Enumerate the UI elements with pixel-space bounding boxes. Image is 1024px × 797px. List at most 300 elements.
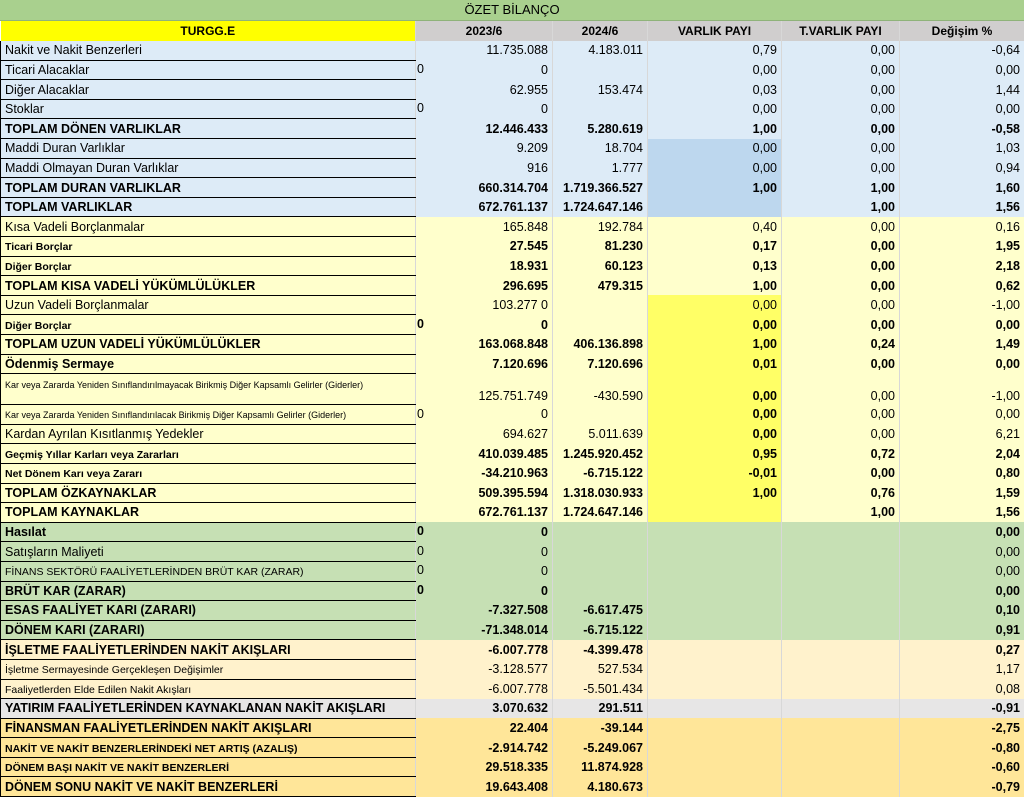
value-2024 [553,522,648,542]
row-label [1,41,416,61]
table-row [1,542,1024,562]
value-2023 [416,699,553,719]
cell-value: 0,00 [753,389,777,403]
row-label [1,522,416,542]
varlik-payi [648,178,782,198]
cell-value: 0 [541,407,548,421]
cell-value: 0,00 [996,63,1020,77]
value-2024 [553,679,648,699]
row-label-text: NAKİT VE NAKİT BENZERLERİNDEKİ NET ARTIŞ (AZALIŞ) [5,743,297,755]
row-label [1,640,416,660]
t-varlik-payi [782,424,900,444]
cell-value: 479.315 [598,279,643,293]
degisim-pct [900,217,1024,237]
cell-value: 0 [541,584,548,598]
cell-value: 509.395.594 [478,486,548,500]
table-row [1,659,1024,679]
t-varlik-payi [782,640,900,660]
header-row [1,21,1024,41]
value-2023 [416,335,553,355]
cell-value: 1,00 [753,337,777,351]
varlik-payi [648,561,782,581]
value-2023 [416,561,553,581]
value-2024 [553,640,648,660]
varlik-payi [648,256,782,276]
cell-value: 0,76 [871,486,895,500]
t-varlik-payi [782,354,900,374]
leading-zero: 0 [417,62,424,76]
cell-value: -2.914.742 [488,741,548,755]
t-varlik-payi [782,483,900,503]
degisim-pct [900,463,1024,483]
cell-value: 3.070.632 [492,701,548,715]
table-row [1,139,1024,159]
degisim-pct [900,424,1024,444]
table-row [1,463,1024,483]
leading-zero: 0 [417,407,424,421]
table-row [1,99,1024,119]
table-row [1,80,1024,100]
cell-value: 410.039.485 [478,447,548,461]
cell-value: 1,56 [996,200,1020,214]
value-2024 [553,777,648,797]
cell-value: 0,01 [753,357,777,371]
row-label [1,315,416,335]
value-2023 [416,483,553,503]
cell-value: 18.931 [510,259,548,273]
degisim-pct [900,679,1024,699]
row-label-text: TOPLAM KAYNAKLAR [5,505,139,519]
cell-value: 1,56 [996,505,1020,519]
col-header-t-varlik-payi: T.VARLIK PAYI [782,21,900,41]
value-2023 [416,679,553,699]
cell-value: 2,18 [996,259,1020,273]
table-row [1,640,1024,660]
cell-value: 0,00 [871,63,895,77]
row-label [1,718,416,738]
t-varlik-payi [782,503,900,523]
cell-value: -39.144 [601,721,643,735]
cell-value: -3.128.577 [488,662,548,676]
cell-value: 0,95 [753,447,777,461]
cell-value: -6.007.778 [488,643,548,657]
row-label-text: Maddi Olmayan Duran Varlıklar [5,161,178,175]
table-row [1,237,1024,257]
cell-value: 1,44 [996,83,1020,97]
table-row [1,256,1024,276]
cell-value: 22.404 [510,721,548,735]
cell-value: 1.719.366.527 [563,181,643,195]
varlik-payi [648,374,782,405]
leading-zero: 0 [417,563,424,577]
row-label [1,60,416,80]
value-2023 [416,542,553,562]
value-2023 [416,738,553,758]
table-row [1,483,1024,503]
value-2024 [553,119,648,139]
table-row [1,738,1024,758]
varlik-payi [648,139,782,159]
cell-value: 0,79 [753,43,777,57]
value-2024 [553,601,648,621]
cell-value: 0 [541,545,548,559]
table-row [1,119,1024,139]
value-2024 [553,237,648,257]
cell-value: -5.249.067 [583,741,643,755]
cell-value: 1,49 [996,337,1020,351]
table-row [1,699,1024,719]
cell-value: 103.277 0 [492,298,548,312]
row-label [1,119,416,139]
t-varlik-payi [782,718,900,738]
degisim-pct [900,374,1024,405]
value-2023 [416,217,553,237]
cell-value: 1,00 [753,279,777,293]
varlik-payi [648,80,782,100]
row-label [1,139,416,159]
row-label-text: Kar veya Zararda Yeniden Sınıflandırılmayacak Birikmiş Diğer Kapsamlı Gelirler (Giderler) [5,380,363,390]
row-label [1,503,416,523]
value-2024 [553,158,648,178]
cell-value: -4.399.478 [583,643,643,657]
t-varlik-payi [782,522,900,542]
degisim-pct [900,718,1024,738]
cell-value: 0,24 [871,337,895,351]
value-2024 [553,374,648,405]
cell-value: 11.874.928 [581,760,643,774]
table-row [1,315,1024,335]
cell-value: 1,00 [871,200,895,214]
sheet-title: ÖZET BİLANÇO [0,0,1024,21]
cell-value: 1.245.920.452 [563,447,643,461]
row-label-text: Stoklar [5,102,44,116]
row-label [1,158,416,178]
value-2023 [416,197,553,217]
varlik-payi [648,738,782,758]
cell-value: 0,00 [871,239,895,253]
row-label-text: FİNANSMAN FAALİYETLERİNDEN NAKİT AKIŞLARI [5,721,311,735]
degisim-pct [900,139,1024,159]
row-label-text: TOPLAM UZUN VADELİ YÜKÜMLÜLÜKLER [5,337,261,351]
t-varlik-payi [782,581,900,601]
varlik-payi [648,158,782,178]
varlik-payi [648,276,782,296]
t-varlik-payi [782,620,900,640]
table-row [1,522,1024,542]
cell-value: 0,00 [871,357,895,371]
row-label [1,561,416,581]
cell-value: 5.280.619 [587,122,643,136]
value-2024 [553,197,648,217]
value-2024 [553,217,648,237]
degisim-pct [900,178,1024,198]
t-varlik-payi [782,315,900,335]
cell-value: 192.784 [598,220,643,234]
value-2024 [553,581,648,601]
row-label [1,354,416,374]
value-2023 [416,640,553,660]
table-row [1,581,1024,601]
t-varlik-payi [782,757,900,777]
row-label [1,424,416,444]
cell-value: -0,60 [992,760,1021,774]
row-label-text: Kısa Vadeli Borçlanmalar [5,220,144,234]
row-label [1,178,416,198]
degisim-pct [900,601,1024,621]
cell-value: 11.735.088 [486,43,548,57]
cell-value: 62.955 [510,83,548,97]
cell-value: 0,00 [871,43,895,57]
row-label [1,197,416,217]
row-label [1,374,416,405]
value-2024 [553,659,648,679]
value-2023 [416,315,553,335]
t-varlik-payi [782,601,900,621]
cell-value: 163.068.848 [478,337,548,351]
row-label-text: Satışların Maliyeti [5,545,104,559]
cell-value: -430.590 [594,389,643,403]
cell-value: 1,00 [871,505,895,519]
cell-value: 6,21 [996,427,1020,441]
cell-value: -71.348.014 [481,623,548,637]
value-2023 [416,41,553,61]
leading-zero: 0 [417,101,424,115]
degisim-pct [900,315,1024,335]
row-label [1,99,416,119]
col-header-degisim: Değişim % [900,21,1024,41]
cell-value: 1,00 [753,181,777,195]
row-label-text: Maddi Duran Varlıklar [5,141,125,155]
row-label-text: TOPLAM VARLIKLAR [5,200,132,214]
row-label-text: BRÜT KAR (ZARAR) [5,584,126,598]
degisim-pct [900,158,1024,178]
value-2024 [553,41,648,61]
cell-value: 291.511 [599,701,644,715]
degisim-pct [900,256,1024,276]
cell-value: 0,00 [871,298,895,312]
varlik-payi [648,99,782,119]
value-2023 [416,237,553,257]
table-row [1,374,1024,405]
value-2023 [416,256,553,276]
t-varlik-payi [782,139,900,159]
degisim-pct [900,276,1024,296]
value-2024 [553,757,648,777]
value-2023 [416,424,553,444]
col-header-varlik-payi: VARLIK PAYI [648,21,782,41]
cell-value: 0,40 [753,220,777,234]
cell-value: 1,03 [996,141,1020,155]
varlik-payi [648,581,782,601]
varlik-payi [648,640,782,660]
leading-zero: 0 [417,317,424,331]
degisim-pct [900,354,1024,374]
value-2024 [553,335,648,355]
degisim-pct [900,542,1024,562]
value-2024 [553,503,648,523]
degisim-pct [900,41,1024,61]
cell-value: 0,00 [996,525,1020,539]
t-varlik-payi [782,561,900,581]
cell-value: 1,17 [996,662,1020,676]
cell-value: 0,00 [996,102,1020,116]
t-varlik-payi [782,295,900,315]
table-row [1,561,1024,581]
row-label-text: YATIRIM FAALİYETLERİNDEN KAYNAKLANAN NAKİT AKIŞLARI [5,701,385,715]
t-varlik-payi [782,217,900,237]
row-label-text: Hasılat [5,525,46,539]
row-label-text: Uzun Vadeli Borçlanmalar [5,298,149,312]
row-label [1,405,416,425]
cell-value: 0,00 [871,427,895,441]
cell-value: -6.617.475 [583,603,643,617]
value-2023 [416,718,553,738]
degisim-pct [900,561,1024,581]
cell-value: 165.848 [503,220,548,234]
t-varlik-payi [782,699,900,719]
varlik-payi [648,41,782,61]
t-varlik-payi [782,276,900,296]
cell-value: 0,72 [871,447,895,461]
cell-value: 81.230 [605,239,643,253]
leading-zero: 0 [417,524,424,538]
value-2023 [416,405,553,425]
table-row [1,503,1024,523]
cell-value: 19.643.408 [485,780,548,794]
cell-value: -7.327.508 [488,603,548,617]
table-row [1,41,1024,61]
table-row [1,444,1024,464]
row-label [1,738,416,758]
degisim-pct [900,522,1024,542]
cell-value: 406.136.898 [573,337,643,351]
t-varlik-payi [782,178,900,198]
value-2024 [553,405,648,425]
cell-value: 4.183.011 [588,43,643,57]
value-2024 [553,483,648,503]
value-2023 [416,463,553,483]
row-label [1,679,416,699]
t-varlik-payi [782,659,900,679]
t-varlik-payi [782,41,900,61]
varlik-payi [648,405,782,425]
row-label-text: TOPLAM ÖZKAYNAKLAR [5,486,156,500]
row-label-text: Kardan Ayrılan Kısıtlanmış Yedekler [5,427,204,441]
t-varlik-payi [782,197,900,217]
varlik-payi [648,542,782,562]
varlik-payi [648,601,782,621]
varlik-payi [648,217,782,237]
row-label-text: İŞLETME FAALİYETLERİNDEN NAKİT AKIŞLARI [5,643,291,657]
cell-value: 916 [527,161,548,175]
varlik-payi [648,522,782,542]
t-varlik-payi [782,158,900,178]
cell-value: 0,00 [753,141,777,155]
cell-value: -0,01 [749,466,778,480]
cell-value: -34.210.963 [481,466,548,480]
row-label [1,601,416,621]
degisim-pct [900,581,1024,601]
value-2024 [553,178,648,198]
cell-value: 1,00 [871,181,895,195]
value-2024 [553,295,648,315]
cell-value: 60.123 [605,259,643,273]
summary-table [0,21,1024,797]
table-row [1,197,1024,217]
degisim-pct [900,444,1024,464]
varlik-payi [648,718,782,738]
cell-value: -6.007.778 [488,682,548,696]
cell-value: -0,91 [992,701,1021,715]
table-row [1,757,1024,777]
row-label-text: ESAS FAALİYET KARI (ZARARI) [5,603,196,617]
varlik-payi [648,197,782,217]
cell-value: 0,00 [871,389,895,403]
value-2024 [553,424,648,444]
cell-value: 5.011.639 [588,427,643,441]
table-row [1,777,1024,797]
cell-value: 0,00 [996,564,1020,578]
cell-value: 0,00 [996,545,1020,559]
degisim-pct [900,777,1024,797]
varlik-payi [648,119,782,139]
col-header-2024: 2024/6 [553,21,648,41]
cell-value: 0,91 [996,623,1020,637]
row-label-text: TOPLAM DÖNEN VARLIKLAR [5,122,181,136]
row-label [1,542,416,562]
table-row [1,335,1024,355]
degisim-pct [900,335,1024,355]
degisim-pct [900,119,1024,139]
row-label [1,620,416,640]
varlik-payi [648,237,782,257]
cell-value: 0 [541,525,548,539]
cell-value: 0,16 [996,220,1020,234]
varlik-payi [648,483,782,503]
varlik-payi [648,60,782,80]
row-label-text: TOPLAM DURAN VARLIKLAR [5,181,181,195]
cell-value: 1,95 [996,239,1020,253]
t-varlik-payi [782,463,900,483]
cell-value: -2,75 [992,721,1021,735]
cell-value: 18.704 [605,141,643,155]
cell-value: 0,00 [996,407,1020,421]
row-label [1,276,416,296]
varlik-payi [648,444,782,464]
varlik-payi [648,777,782,797]
degisim-pct [900,237,1024,257]
cell-value: 0,00 [996,318,1020,332]
table-row [1,158,1024,178]
cell-value: -5.501.434 [583,682,643,696]
cell-value: 1.724.647.146 [563,505,643,519]
t-varlik-payi [782,80,900,100]
cell-value: -6.715.122 [583,623,643,637]
t-varlik-payi [782,542,900,562]
table-row [1,295,1024,315]
varlik-payi [648,659,782,679]
table-row [1,354,1024,374]
cell-value: 1.318.030.933 [563,486,643,500]
t-varlik-payi [782,119,900,139]
cell-value: 1,00 [753,486,777,500]
cell-value: 694.627 [503,427,548,441]
value-2024 [553,256,648,276]
value-2024 [553,718,648,738]
cell-value: 0,00 [753,63,777,77]
cell-value: 0,62 [996,279,1020,293]
value-2023 [416,158,553,178]
